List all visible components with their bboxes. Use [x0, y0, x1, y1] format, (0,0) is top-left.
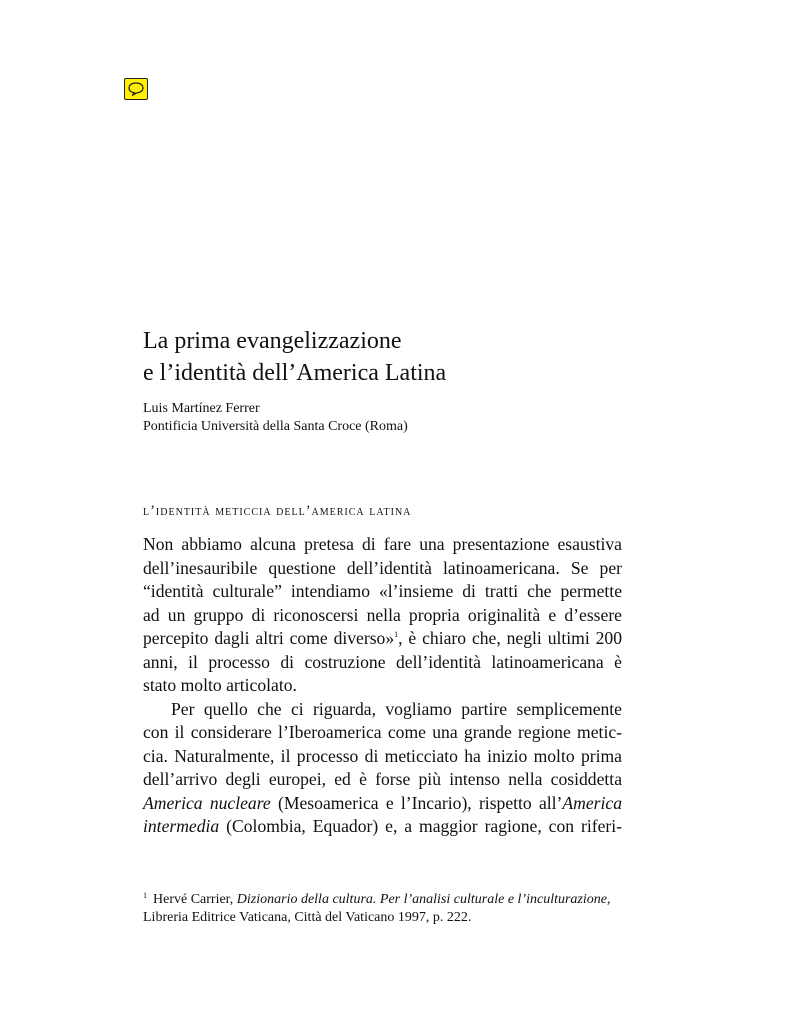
footnote: [143, 887, 622, 927]
text-line: Per quello che ci riguarda, vogliamo partire semplicemente: [171, 698, 622, 719]
text-line: [143, 792, 622, 816]
text-line: dell’inesauribile questione dell’identità latinoamericana. Se per: [143, 557, 622, 578]
body-text: [143, 533, 622, 839]
title-line-2: e l’identità dell’America Latina: [143, 360, 447, 386]
footnote-title: Dizionario della cultura. Per l’analisi culturale e l’inculturazione,: [236, 892, 611, 907]
text-line: “identità culturale” intendiamo «l’insieme di tratti che permette: [143, 581, 622, 601]
section-heading: l’identità meticcia dell’america latina: [143, 503, 412, 519]
text-line: [143, 815, 622, 839]
footnote-line-2: Libreria Editrice Vaticana, Città del Vaticano 1997, p. 222.: [143, 910, 472, 925]
author-affiliation: Pontificia Università della Santa Croce (Roma): [143, 419, 408, 434]
author-name: Luis Martínez Ferrer: [143, 401, 260, 416]
italic-segment: America nucleare: [143, 792, 271, 813]
text-line: Non abbiamo alcuna pretesa di fare una presentazione esaustiva: [143, 534, 622, 554]
author-block: [143, 400, 408, 436]
text-line: dell’arrivo degli europei, ed è forse più intenso nella cosiddetta: [143, 769, 622, 789]
comment-note-icon[interactable]: [124, 78, 148, 100]
text-segment: percepito dagli altri come diverso»: [143, 628, 395, 648]
title-line-1: La prima evangelizzazione: [143, 328, 402, 354]
italic-segment: intermedia: [143, 816, 220, 836]
italic-segment: America: [562, 792, 623, 813]
article-title: [143, 325, 446, 389]
text-line: [143, 627, 622, 651]
footnote-line-1: [143, 887, 622, 909]
text-line: stato molto articolato.: [143, 675, 297, 695]
footnote-reference[interactable]: 1: [394, 630, 399, 639]
text-segment: (Mesoamerica e l’Incario), rispetto all’: [270, 792, 563, 813]
text-segment: (Colombia, Equador) e, a maggior ragione, con riferi-: [219, 816, 622, 836]
text-line: ad un gruppo di riconoscersi nella propria originalità e d’essere: [143, 604, 622, 625]
footnote-mark: 1: [143, 891, 147, 900]
text-segment: , è chiaro che, negli ultimi 200: [398, 628, 622, 648]
text-line: anni, il processo di costruzione dell’identità latinoamericana è: [143, 651, 622, 672]
text-line: cia. Naturalmente, il processo di meticciato ha inizio molto prima: [143, 745, 622, 766]
speech-bubble-icon: [127, 81, 145, 97]
footnote-author: Hervé Carrier,: [153, 892, 237, 907]
text-line: con il considerare l’Iberoamerica come una grande regione metic-: [143, 722, 622, 742]
